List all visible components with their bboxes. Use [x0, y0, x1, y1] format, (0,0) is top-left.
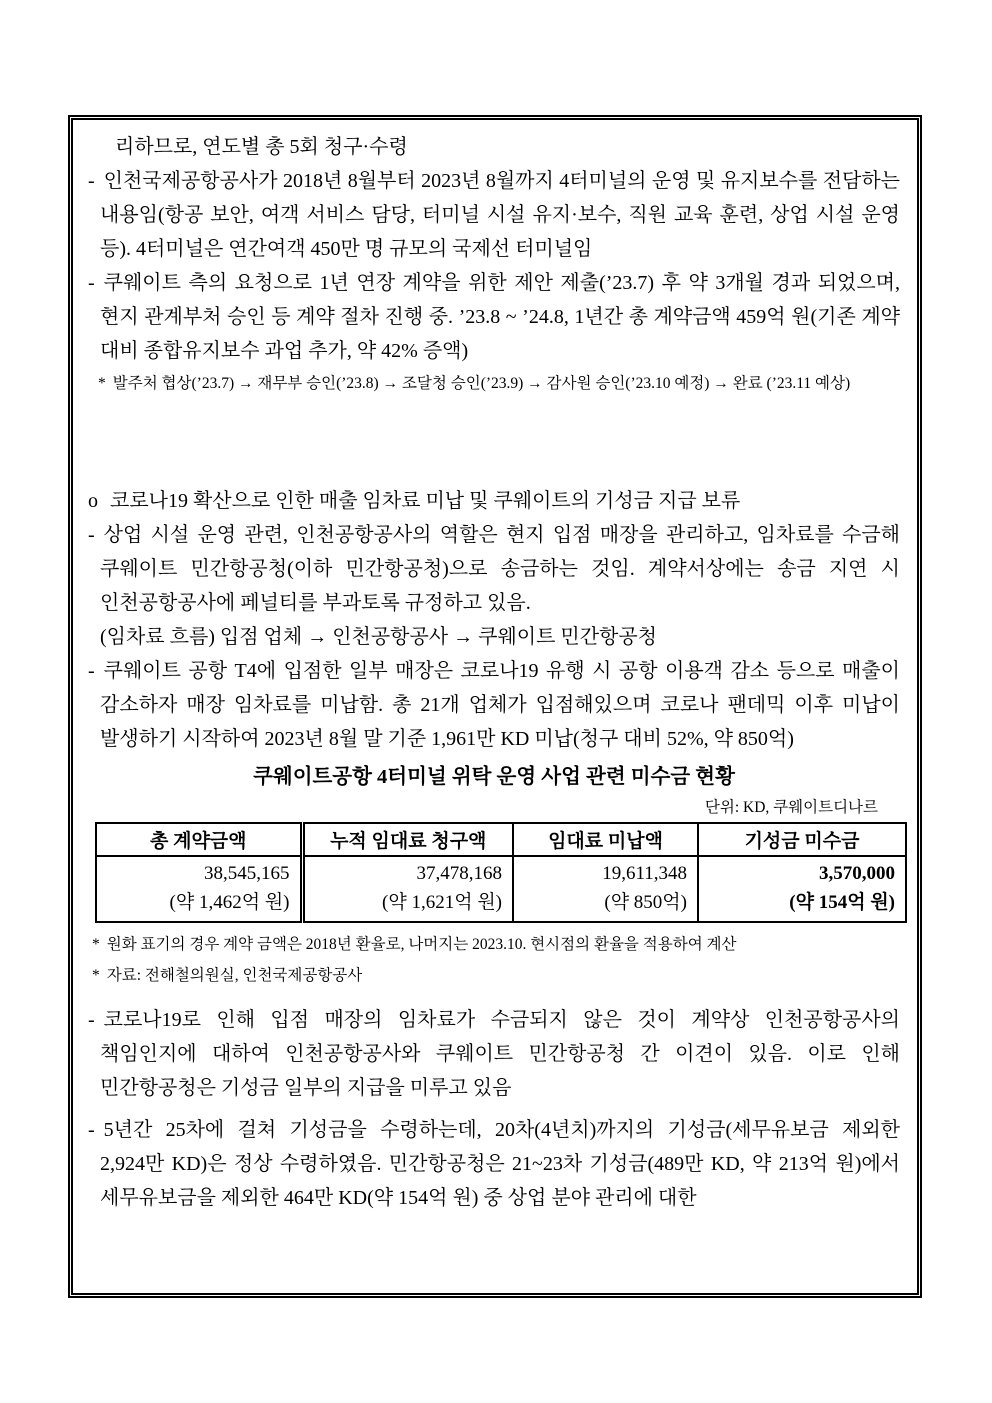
note-approval-process	[93, 368, 900, 399]
table-data-row	[96, 856, 906, 922]
bullet-commercial-role	[88, 518, 900, 620]
note-exchange-rate-text: 원화 표기의 경우 계약 금액은 2018년 환율로, 나머지는 2023.10. 현시점의 환율을 적용하여 계산	[106, 936, 737, 953]
dash-marker: -	[88, 1119, 95, 1141]
note-source-text: 자료: 전해철의원실, 인천국제공항공사	[106, 967, 363, 984]
content-border-box	[68, 115, 922, 1298]
asterisk-marker: *	[92, 967, 100, 984]
header-unpaid-rent: 임대료 미납액	[513, 823, 698, 856]
receivables-table	[95, 822, 907, 923]
bullet-payment-rounds	[88, 1113, 900, 1215]
cell-total-contract	[96, 856, 302, 922]
amount-won: (약 1,462억 원)	[169, 892, 290, 913]
amount-kd: 37,478,168	[416, 863, 502, 884]
note-source	[92, 960, 900, 991]
note-approval-process-text: 발주처 협상(’23.7) → 재무부 승인(’23.8) → 조달청 승인(’23.9) → 감사원 승인(’23.10 예정) → 완료 (’23.11 예상)	[112, 375, 851, 392]
bullet-responsibility-dispute-text: 코로나19로 인해 입점 매장의 임차료가 수금되지 않은 것이 계약상 인천공항공사의 책임인지에 대하여 인천공항공사와 쿠웨이트 민간항공청 간 이견이 있음. 이로 인해 민간항공청은 기성금 일부의 지급을 미루고 있음	[100, 1009, 900, 1099]
amount-won: (약 850억)	[604, 892, 687, 913]
table-unit-note: 단위: KD, 쿠웨이트디나르	[704, 799, 878, 816]
o-bullet-marker: o	[88, 490, 98, 512]
table-footnotes	[88, 929, 900, 991]
bullet-operation-scope	[88, 164, 900, 266]
dash-marker: -	[88, 660, 95, 682]
header-cumulative-billed: 누적 임대료 청구액	[302, 823, 513, 856]
asterisk-marker: *	[98, 375, 106, 392]
section-covid-heading-text: 코로나19 확산으로 인한 매출 임차료 미납 및 쿠웨이트의 기성금 지급 보류	[110, 490, 741, 512]
note-exchange-rate	[92, 929, 900, 960]
table-title: 쿠웨이트공항 4터미널 위탁 운영 사업 관련 미수금 현황	[253, 766, 735, 788]
dash-marker: -	[88, 1009, 95, 1031]
bullet-unpaid-rent	[88, 654, 900, 756]
para-claims-summary: 리하므로, 연도별 총 5회 청구·수령	[115, 136, 408, 158]
line-rent-flow: (임차료 흐름) 입점 업체 → 인천공항공사 → 쿠웨이트 민간항공청	[100, 626, 657, 648]
cell-unreceived-progress	[698, 856, 906, 922]
header-total-contract: 총 계약금액	[96, 823, 302, 856]
amount-kd: 38,545,165	[204, 863, 290, 884]
bullet-commercial-role-text: 상업 시설 운영 관련, 인천공항공사의 역할은 현지 입점 매장을 관리하고, 임차료를 수금해 쿠웨이트 민간항공청(이하 민간항공청)으로 송금하는 것임. 계약서상에는 송금 지연 시 인천공항공사에 페널티를 부과토록 규정하고 있음.	[100, 524, 900, 614]
cell-cumulative-billed	[302, 856, 513, 922]
dash-marker: -	[88, 524, 95, 546]
bullet-unpaid-rent-text: 쿠웨이트 공항 T4에 입점한 일부 매장은 코로나19 유행 시 공항 이용객 감소 등으로 매출이 감소하자 매장 임차료를 미납함. 총 21개 업체가 입점해있으며 코로나 팬데믹 이후 미납이 발생하기 시작하여 2023년 8월 말 기준 1,961만 KD 미납(청구 대비 52%, 약 850억)	[100, 660, 900, 750]
amount-won: (약 1,621억 원)	[382, 892, 502, 913]
asterisk-marker: *	[92, 936, 100, 953]
amount-won: (약 154억 원)	[789, 892, 895, 913]
bullet-contract-extension	[88, 266, 900, 368]
bullet-operation-scope-text: 인천국제공항공사가 2018년 8월부터 2023년 8월까지 4터미널의 운영 및 유지보수를 전담하는 내용임(항공 보안, 여객 서비스 담당, 터미널 시설 유지·보수, 직원 교육 훈련, 상업 시설 운영 등). 4터미널은 연간여객 450만 명 규모의 국제선 터미널임	[100, 170, 900, 260]
section-covid-heading	[88, 484, 900, 518]
dash-marker: -	[88, 272, 95, 294]
amount-kd: 3,570,000	[819, 863, 895, 884]
bullet-responsibility-dispute	[88, 1003, 900, 1105]
amount-kd: 19,611,348	[602, 863, 687, 884]
blank-gap	[88, 399, 900, 484]
bullet-contract-extension-text: 쿠웨이트 측의 요청으로 1년 연장 계약을 위한 제안 제출(’23.7) 후 약 3개월 경과 되었으며, 현지 관계부처 승인 등 계약 절차 진행 중. ’23.8 ~ ’24.8, 1년간 총 계약금액 459억 원(기존 계약 대비 종합유지보수 과업 추가, 약 42% 증액)	[100, 272, 900, 362]
dash-marker: -	[88, 170, 95, 192]
table-header-row	[96, 823, 906, 856]
bullet-payment-rounds-text: 5년간 25차에 걸쳐 기성금을 수령하는데, 20차(4년치)까지의 기성금(세무유보금 제외한 2,924만 KD)은 정상 수령하였음. 민간항공청은 21~23차 기성금(489만 KD, 약 213억 원)에서 세무유보금을 제외한 464만 KD(약 154억 원) 중 상업 분야 관리에 대한	[100, 1119, 900, 1209]
header-unreceived-progress: 기성금 미수금	[698, 823, 906, 856]
cell-unpaid-rent	[513, 856, 698, 922]
